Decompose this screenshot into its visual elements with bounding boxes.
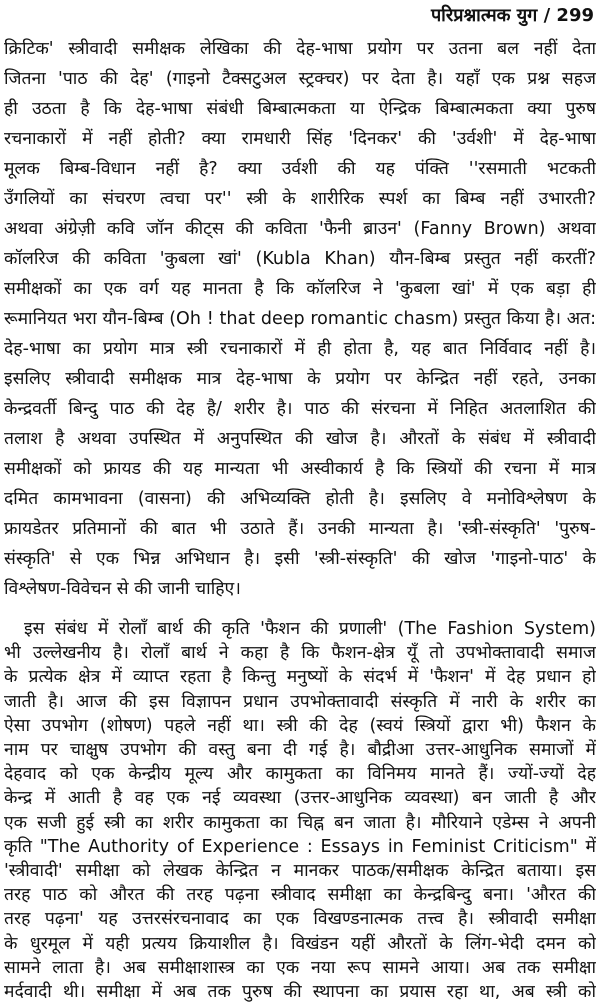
text-line: रूमानियत भरा यौन-बिम्ब (Oh ! that deep romantic chasm) प्रस्तुत किया है। अत:	[4, 309, 596, 329]
text-line: संस्कृति' से एक भिन्न अभिधान है। इसी 'स्त्री-संस्कृति' की खोज 'गाइनो-पाठ' के	[4, 549, 596, 569]
text-line: उँगलियों का संचरण त्वचा पर'' स्त्री के शारीरिक स्पर्श का बिम्ब नहीं उभारती?	[4, 189, 596, 209]
text-line: कॉलरिज की कविता 'कुबला खां' (Kubla Khan) यौन-बिम्ब प्रस्तुत नहीं करतीं?	[4, 249, 596, 269]
text-line: इसलिए स्त्रीवादी समीक्षक मात्र देह-भाषा के प्रयोग पर केन्द्रित नहीं रहते, उनका	[4, 369, 596, 389]
text-line: तलाश है अथवा उपस्थित में अनुपस्थित की खोज है। औरतों के संबंध में स्त्रीवादी	[4, 429, 596, 449]
text-line: दमित कामभावना (वासना) की अभिव्यक्ति होती है। इसलिए वे मनोविश्लेषण के	[4, 489, 596, 509]
text-line: विश्लेषण-विवेचन से की जानी चाहिए।	[4, 579, 241, 599]
text-line: जाती है। आज की इस विज्ञापन प्रधान उपभोक्तावादी संस्कृति में नारी के शरीर का	[4, 691, 596, 712]
text-line: सामने लाता है। अब समीक्षाशास्त्र का एक नया रूप सामने आया। अब तक समीक्षा	[4, 957, 596, 978]
text-line: अथवा अंग्रेज़ी कवि जॉन कीट्स की कविता 'फैनी ब्राउन' (Fanny Brown) अथवा	[4, 219, 596, 239]
text-line: कृति "The Authority of Experience : Essays in Feminist Criticism" में	[4, 836, 596, 857]
text-line: एक सजी हुई स्त्री का शरीर कामुकता का चिह्न बन जाता है। मौरियाने एडेम्स ने अपनी	[4, 812, 596, 833]
text-line: केन्द्र में आती है वह एक नई व्यवस्था (उत्तर-आधुनिक व्यवस्था) बन जाती है और	[4, 788, 596, 809]
text-line: तरह पढ़ना' यह उत्तरसंरचनावाद का एक विखण्डनात्मक तत्त्व है। स्त्रीवादी समीक्षा	[4, 909, 596, 930]
text-line: भी उल्लेखनीय है। रोलाँ बार्थ ने कहा है कि फैशन-क्षेत्र यूँ तो उपभोक्तावादी समाज	[4, 643, 596, 664]
text-line: इस संबंध में रोलाँ बार्थ की कृति 'फैशन की प्रणाली' (The Fashion System)	[24, 619, 596, 639]
running-header: परिप्रश्नात्मक युग / 299	[430, 5, 594, 26]
text-line: देहवाद को एक केन्द्रीय मूल्य और कामुकता का विनिमय मानते हैं। ज्यों-ज्यों देह	[4, 764, 596, 785]
text-line: नाम पर चाक्षुष उपभोग की वस्तु बना दी गई है। बौद्रीआ उत्तर-आधुनिक समाजों में	[4, 740, 596, 760]
text-line: तरह पाठ को औरत की तरह पढ़ना स्त्रीवाद समीक्षा का केन्द्रबिन्दु बना। 'औरत की	[4, 885, 596, 906]
text-line: ही उठता है कि देह-भाषा संबंधी बिम्बात्मकता या ऐन्द्रिक बिम्बात्मकता क्या पुरुष	[4, 99, 596, 119]
text-line: मर्दवादी थी। समीक्षा में अब तक पुरुष की स्थापना का प्रयास रहा था, अब स्त्री को	[4, 982, 596, 1002]
text-line: क्रिटिक' स्त्रीवादी समीक्षक लेखिका की देह-भाषा प्रयोग पर उतना बल नहीं देता	[4, 39, 596, 59]
text-line: समीक्षकों को फ्रायड की यह मान्यता भी अस्वीकार्य है कि स्त्रियों की रचना में मात्र	[4, 459, 596, 479]
text-line: जितना 'पाठ की देह' (गाइनो टैक्सटुअल स्ट्रक्चर) पर देता है। यहाँ एक प्रश्न सहज	[4, 69, 596, 89]
text-line: मूलक बिम्ब-विधान नहीं है? क्या उर्वशी की यह पंक्ति ''रसमाती भटकती	[4, 159, 596, 179]
text-line: फ्रायडेतर प्रतिमानों की बात भी उठाते हैं। उनकी मान्यता है। 'स्त्री-संस्कृति' 'पुरुष-	[4, 519, 596, 539]
text-line: के प्रत्येक क्षेत्र में व्याप्त रहता है किन्तु मनुष्यों के संदर्भ में 'फैशन' में देह प्रधान हो	[4, 667, 596, 688]
text-line: समीक्षकों का एक वर्ग यह मानता है कि कॉलरिज ने 'कुबला खां' में एक बड़ा ही	[4, 279, 596, 299]
text-line: केन्द्रवर्ती बिन्दु पाठ की देह है/ शरीर है। पाठ की संरचना में निहित अतलाशित की	[4, 399, 596, 419]
text-line: के धुरमूल में यही प्रत्यय क्रियाशील है। विखंडन यहीं औरतों के लिंग-भेदी दमन को	[4, 933, 596, 954]
text-line: ऐसा उपभोग (शोषण) पहले नहीं था। स्त्री की देह (स्वयं स्त्रियों द्वारा भी) फैशन के	[4, 715, 596, 736]
text-line: 'स्त्रीवादी' समीक्षा को लेखक केन्द्रित न मानकर पाठक/समीक्षक केन्द्रित बताया। इस	[4, 861, 596, 881]
text-line: देह-भाषा का प्रयोग मात्र स्त्री रचनाकारों में ही होता है, यह बात निर्विवाद नहीं है।	[4, 339, 596, 359]
text-line: रचनाकारों में नहीं होती? क्या रामधारी सिंह 'दिनकर' की 'उर्वशी' में देह-भाषा	[4, 129, 596, 149]
